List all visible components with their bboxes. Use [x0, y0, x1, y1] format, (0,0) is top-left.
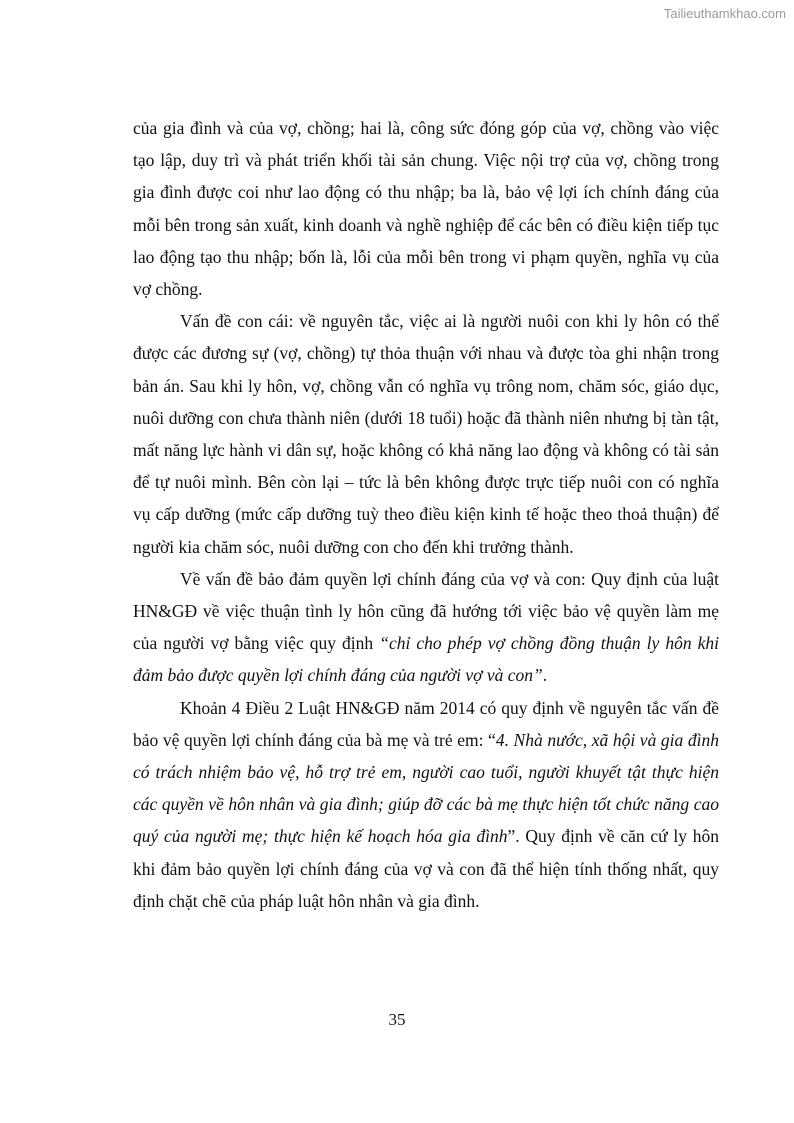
paragraph-3: [133, 563, 719, 692]
paragraph-2: Vấn đề con cái: về nguyên tắc, việc ai là người nuôi con khi ly hôn có thể được các đương sự (vợ, chồng) tự thỏa thuận với nhau và được tòa ghi nhận trong bản án. Sau khi ly hôn, vợ, chồng vẫn có nghĩa vụ trông nom, chăm sóc, giáo dục, nuôi dưỡng con chưa thành niên (dưới 18 tuổi) hoặc đã thành niên nhưng bị tàn tật, mất năng lực hành vi dân sự, hoặc không có khả năng lao động và không có tài sản để tự nuôi mình. Bên còn lại – tức là bên không được trực tiếp nuôi con có nghĩa vụ cấp dưỡng (mức cấp dưỡng tuỳ theo điều kiện kinh tế hoặc theo thoả thuận) để người kia chăm sóc, nuôi dưỡng con cho đến khi trưởng thành.: [133, 311, 719, 557]
paragraph-4-end: ”. Quy định về căn cứ ly hôn khi đảm bảo quyền lợi chính đáng của vợ và con đã thể hiện tính thống nhất, quy định chặt chẽ của pháp luật hôn nhân và gia đình.: [133, 826, 720, 911]
paragraph-4: [133, 692, 719, 917]
paragraph-4-text: Khoản 4 Điều 2 Luật HN&GĐ năm 2014 có quy định về nguyên tắc vấn đề bảo vệ quyền lợi chính đáng của bà mẹ và trẻ em: “: [133, 697, 719, 750]
paragraph-1: của gia đình và của vợ, chồng; hai là, công sức đóng góp của vợ, chồng vào việc tạo lập, duy trì và phát triển khối tài sản chung. Việc nội trợ của vợ, chồng trong gia đình được coi như lao động có thu nhập; ba là, bảo vệ lợi ích chính đáng của mỗi bên trong sản xuất, kinh doanh và nghề nghiệp để các bên có điều kiện tiếp tục lao động tạo thu nhập; bốn là, lỗi của mỗi bên trong vi phạm quyền, nghĩa vụ của vợ chồng.: [133, 118, 719, 300]
paragraph-3-quote: “chỉ cho phép vợ chồng đồng thuận ly hôn khi đảm bảo được quyền lợi chính đáng của người vợ và con”: [133, 633, 719, 686]
paragraph-3-text: Về vấn đề bảo đảm quyền lợi chính đáng của vợ và con: Quy định của luật HN&GĐ về việc thuận tình ly hôn cũng đã hướng tới việc bảo vệ quyền làm mẹ của người vợ bằng việc quy định: [133, 568, 719, 654]
page-number: 35: [388, 1010, 406, 1029]
watermark-text: Tailieuthamkhao.com: [663, 6, 786, 21]
paragraph-4-quote: 4. Nhà nước, xã hội và gia đình có trách nhiệm bảo vệ, hỗ trợ trẻ em, người cao tuổi, người khuyết tật thực hiện các quyền về hôn nhân và gia đình; giúp đỡ các bà mẹ thực hiện tốt chức năng cao quý của người mẹ; thực hiện kế hoạch hóa gia đình: [133, 729, 719, 847]
document-body: [133, 112, 719, 917]
paragraph-3-end: .: [542, 665, 548, 686]
